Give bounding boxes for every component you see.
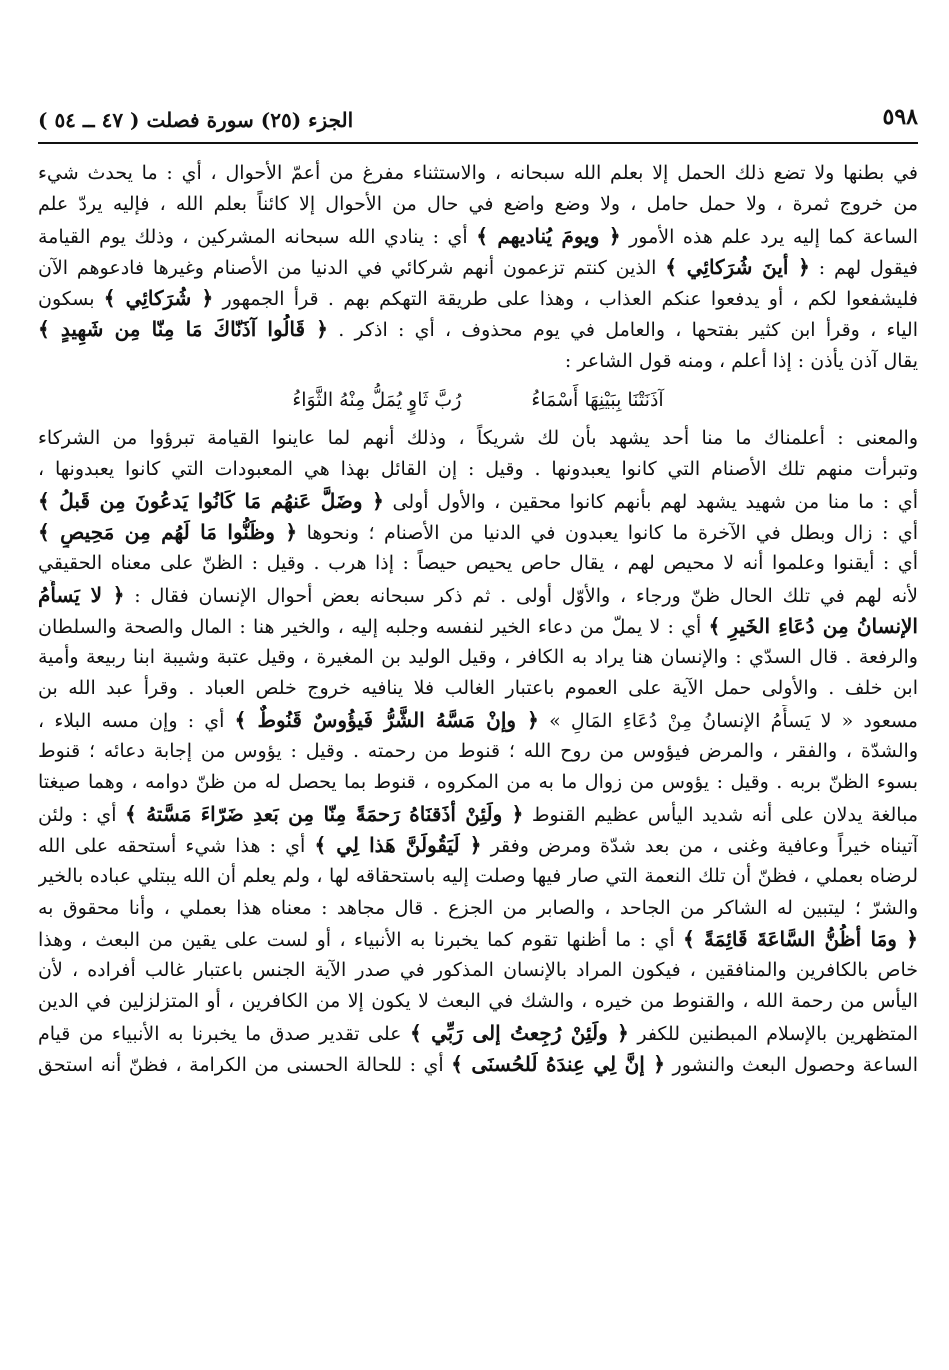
text-line bbox=[38, 736, 918, 767]
text-line bbox=[38, 986, 918, 1017]
verse-second-hemistich: رُبَّ ثَاوٍ يُمَلُّ مِنْهُ الثَّوَاءُ bbox=[292, 389, 462, 412]
text-line bbox=[38, 283, 918, 314]
text-line bbox=[38, 705, 918, 736]
text-run: بسكون bbox=[38, 288, 104, 311]
text-line bbox=[38, 486, 918, 517]
text-line bbox=[38, 221, 918, 252]
text-line bbox=[38, 346, 918, 377]
quran-quote: ﴿ ولَئِنْ أذَقنَاهُ رَحمَةً مِنّا مِن بَعدِ ضَرّاءَ مَسَّتهُ ﴾ bbox=[125, 801, 524, 826]
body-text bbox=[38, 158, 918, 1080]
quran-quote: الإنسانُ مِن دُعَاءِ الخَيرِ ﴾ bbox=[708, 613, 918, 638]
book-page bbox=[38, 98, 918, 1348]
quran-quote: ﴿ وظَنُّوا مَا لَهُم مِن مَحِيصٍ ﴾ bbox=[38, 519, 298, 544]
text-line bbox=[38, 830, 918, 861]
text-run: أي : ينادي الله سبحانه المشركين ، وذلك يوم القيامة bbox=[38, 225, 477, 248]
text-run: ابن خلف . والأولى حمل الآية على العموم باعتبار الغالب فلا ينافيه خروج خلص العباد . وقرأ عبد الله بن bbox=[38, 677, 918, 700]
text-line bbox=[38, 423, 918, 454]
quran-quote: ﴿ قَالُوا آذَنّاكَ مَا مِنّا مِن شَهِيدٍ ﴾ bbox=[38, 317, 328, 342]
text-run: يقال آذن يأذن : إذا أعلم ، ومنه قول الشاعر : bbox=[564, 349, 918, 372]
page-header bbox=[38, 98, 918, 144]
text-run: من خروج ثمرة ، ولا حمل حامل ، ولا وضع واضع في حال من الأحوال إلا كائناً بعلم الله ، فإليه يردّ علم bbox=[38, 193, 918, 216]
text-run: والمعنى : أعلمناك ما منا أحد يشهد بأن لك شريكاً ، وذلك أنهم لما عاينوا القيامة تبرؤوا من الشركاء bbox=[38, 427, 918, 450]
text-run: والرفعة . قال السدّي : والإنسان هنا يراد به الكافر ، وقيل الوليد بن المغيرة ، وقيل عتبة وشيبة ابنا ربيعة وأمية bbox=[38, 646, 918, 669]
text-line bbox=[38, 158, 918, 189]
text-line bbox=[38, 767, 918, 798]
text-run: الذين كنتم تزعمون أنهم شركائي في الدنيا من الأصنام وغيرها فادعوهم الآن bbox=[38, 256, 666, 279]
text-run: أي : ما منا من شهيد يشهد لهم بأنهم كانوا محقين ، والأول أولى bbox=[383, 490, 918, 513]
text-run: لرضاه بعملي ، فظنّ أن تلك النعمة التي صار فيها وصلت إليه باستحقاقه لها ، ولم يعلم أن الله يبتلي عباده بالخير bbox=[38, 865, 918, 888]
text-run: أي : وإن مسه البلاء ، bbox=[38, 709, 235, 732]
text-run: مسعود « لا يَسأَمُ الإنسانُ مِنْ دُعَاءِ المَالِ » bbox=[538, 709, 918, 732]
text-run: والشرّ ؛ ليتبين له الشاكر من الجاحد ، والصابر من الجزع . قال مجاهد : معناه هذا بعملي ، وأنا محقوق به bbox=[38, 896, 918, 919]
text-line bbox=[38, 673, 918, 704]
text-line bbox=[38, 454, 918, 485]
text-run: مبالغة يدلان على أنه شديد اليأس عظيم القنوط bbox=[523, 803, 918, 826]
quran-quote: ﴿ وضَلَّ عَنهُم مَا كَانُوا يَدعُونَ مِن قَبلُ ﴾ bbox=[38, 488, 384, 513]
text-run: بسوء الظنّ بربه . وقيل : يؤوس من زوال ما به من المكروه ، قنوط بما يحصل له من ظنّ دوامه ، وهما صيغتا bbox=[38, 771, 918, 794]
text-run: وتبرأت منهم تلك الأصنام التي كانوا يعبدونها . وقيل : إن القائل بهذا هي المعبودات التي كانوا يعبدونها ، bbox=[38, 458, 918, 481]
text-line bbox=[38, 1018, 918, 1049]
text-line bbox=[38, 955, 918, 986]
text-run: فيقول لهم : bbox=[809, 256, 918, 279]
text-run: أي : هذا شيء أستحقه على الله bbox=[38, 834, 315, 857]
quran-quote: ﴿ وإنْ مَسَّهُ الشَّرُّ فَيؤُوسٌ قَنُوطٌ ﴾ bbox=[234, 707, 539, 732]
text-run: المتظهرين بالإسلام المبطنين للكفر bbox=[628, 1022, 918, 1045]
text-line bbox=[38, 924, 918, 955]
text-run: أي : ما أظنها تقوم كما يخبرنا به الأنبياء ، أو لست على يقين من البعث ، وهذا bbox=[38, 928, 684, 951]
text-run: الساعة كما إليه يرد علم هذه الأمور bbox=[620, 225, 918, 248]
text-line bbox=[38, 252, 918, 283]
text-run: الساعة وحصول البعث والنشور bbox=[665, 1054, 918, 1077]
text-run: فليشفعوا لكم ، أو يدفعوا عنكم العذاب ، وهذا على طريقة التهكم بهم . قرأ الجمهور bbox=[213, 288, 918, 311]
text-line bbox=[38, 580, 918, 611]
quran-quote: ﴿ لَيَقُولَنَّ هَذا لِي ﴾ bbox=[314, 832, 482, 857]
text-run: اليأس من رحمة الله ، والقنوط من خيره ، والشك في البعث لا يكون إلا من الكافرين ، أو المتزلزلين في الدين bbox=[38, 990, 918, 1013]
verse-first-hemistich: آذَنَتْنَا بِبَيْنِهَا أَسْمَاءُ bbox=[531, 389, 664, 412]
quran-quote: ﴿ أينَ شُرَكائِي ﴾ bbox=[665, 254, 810, 279]
text-run: الياء ، وقرأ ابن كثير بفتحها ، والعامل في يوم محذوف ، أي : اذكر . bbox=[327, 319, 918, 342]
text-line bbox=[38, 1049, 918, 1080]
text-run: خاص بالكافرين والمنافقين ، فيكون المراد بالإنسان المذكور في صدر الآية الجنس باعتبار غالب أفراده ، لأن bbox=[38, 959, 918, 982]
text-line bbox=[38, 314, 918, 345]
text-run: على تقدير صدق ما يخبرنا به الأنبياء من قيام bbox=[38, 1022, 410, 1045]
text-run: لأنه لهم في تلك الحال ظنّ ورجاء ، والأوّل أولى . ثم ذكر سبحانه بعض أحوال الإنسان فقال : bbox=[124, 584, 918, 607]
text-run: آتيناه خيراً وعافية وغنى ، من بعد شدّة ومرض وفقر bbox=[481, 834, 918, 857]
text-run: أي : للحالة الحسنى من الكرامة ، فظنّ أنه استحق bbox=[38, 1054, 452, 1077]
text-run: أي : ولئن bbox=[38, 803, 126, 826]
paragraph-before-verse bbox=[38, 158, 918, 377]
paragraph-after-verse bbox=[38, 423, 918, 1080]
page-number: ٥٩٨ bbox=[882, 104, 918, 130]
text-line bbox=[38, 611, 918, 642]
running-title: الجزء (٢٥) سورة فصلت ( ٤٧ ــ ٥٤ ) bbox=[38, 108, 354, 132]
quran-quote: ﴿ ولَئِنْ رُجِعتُ إلى رَبِّي ﴾ bbox=[409, 1020, 629, 1045]
quran-quote: ﴿ ويومَ يُناديهم ﴾ bbox=[476, 223, 621, 248]
text-run: أي : لا يملّ من دعاء الخير لنفسه وجلبه إليه ، والخير هنا : المال والصحة والسلطان bbox=[38, 615, 709, 638]
text-line bbox=[38, 517, 918, 548]
text-line bbox=[38, 189, 918, 220]
text-line bbox=[38, 893, 918, 924]
text-run: في بطنها ولا تضع ذلك الحمل إلا بعلم الله سبحانه ، والاستثناء مفرغ من أعمّ الأحوال ، أي : ما يحدث شيء bbox=[38, 162, 918, 184]
text-line bbox=[38, 548, 918, 579]
text-run: أي : زال وبطل في الآخرة ما كانوا يعبدون في الدنيا من الأصنام ؛ ونحوها bbox=[297, 521, 918, 544]
text-run: أي : أيقنوا وعلموا أنه لا محيص لهم ، يقال حاص يحيص حيصاً : إذا هرب . وقيل : الظنّ على معناه الحقيقي bbox=[38, 552, 918, 575]
quran-quote: ﴿ لا يَسأَمُ bbox=[38, 582, 125, 607]
quran-quote: ﴿ شُرَكائِي ﴾ bbox=[103, 286, 214, 311]
quran-quote: ﴿ إنَّ لِي عِندَهُ لَلحُسنَى ﴾ bbox=[451, 1052, 665, 1077]
text-line bbox=[38, 642, 918, 673]
text-line bbox=[38, 799, 918, 830]
quran-quote: ﴿ ومَا أظُنُّ السَّاعَةَ قَائِمَةً ﴾ bbox=[683, 926, 918, 951]
poetry-verse bbox=[38, 377, 918, 423]
text-run: والشدّة ، والفقر ، والمرض فيؤوس من روح الله ؛ قنوط من رحمته . وقيل : يؤوس من إجابة دعائه ؛ قنوط bbox=[38, 740, 918, 763]
text-line bbox=[38, 861, 918, 892]
